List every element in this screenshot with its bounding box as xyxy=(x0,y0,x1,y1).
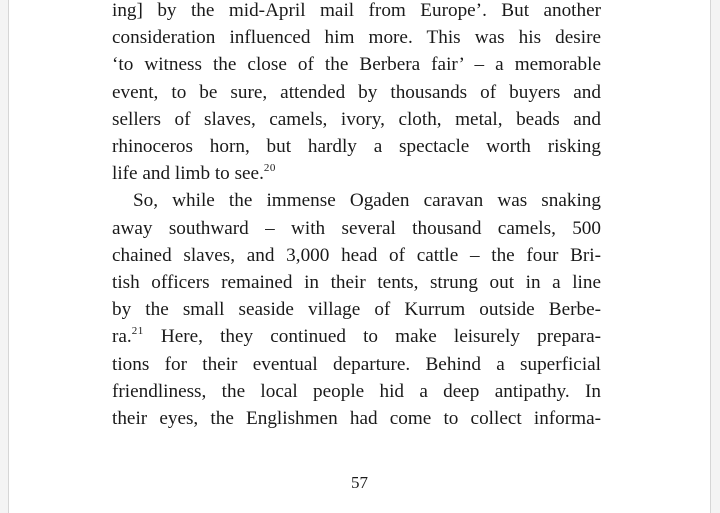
text-line: tish officers remained in their tents, strung out in a line xyxy=(112,272,601,294)
text-line: chained slaves, and 3,000 head of cattle – the four Bri- xyxy=(112,244,601,266)
text-line: friendliness, the local people hid a deep antipathy. In xyxy=(112,380,601,402)
text-line: by the small seaside village of Kurrum outside Berbe- xyxy=(112,299,601,321)
book-page xyxy=(8,0,711,513)
page-number: 57 xyxy=(351,473,368,492)
text-line-paragraph-start: So, while the immense Ogaden caravan was snaking xyxy=(133,190,601,212)
text-line-content-after-note: Here, they continued to make leisurely prepara- xyxy=(143,326,601,348)
text-line: ‘to witness the close of the Berbera fair’ – a memorable xyxy=(112,54,601,76)
footnote-marker: 21 xyxy=(131,325,144,338)
footnote-marker: 20 xyxy=(263,162,276,175)
text-line: rhinoceros horn, but hardly a spectacle worth risking xyxy=(112,136,601,158)
text-line: sellers of slaves, camels, ivory, cloth, metal, beads and xyxy=(112,108,601,130)
text-line-content: ra. xyxy=(112,326,132,348)
text-line: away southward – with several thousand camels, 500 xyxy=(112,217,601,239)
text-line: event, to be sure, attended by thousands of buyers and xyxy=(112,81,601,103)
text-line: tions for their eventual departure. Behind a superficial xyxy=(112,353,601,375)
text-line: ing] by the mid-April mail from Europe’. But another xyxy=(112,0,601,21)
text-line-with-note xyxy=(112,323,601,350)
text-line: their eyes, the Englishmen had come to collect informa- xyxy=(112,408,601,430)
text-line-paragraph-end xyxy=(112,160,601,187)
text-line: consideration influenced him more. This was his desire xyxy=(112,27,601,49)
body-text xyxy=(112,0,601,432)
text-line-content: life and limb to see. xyxy=(112,163,264,185)
